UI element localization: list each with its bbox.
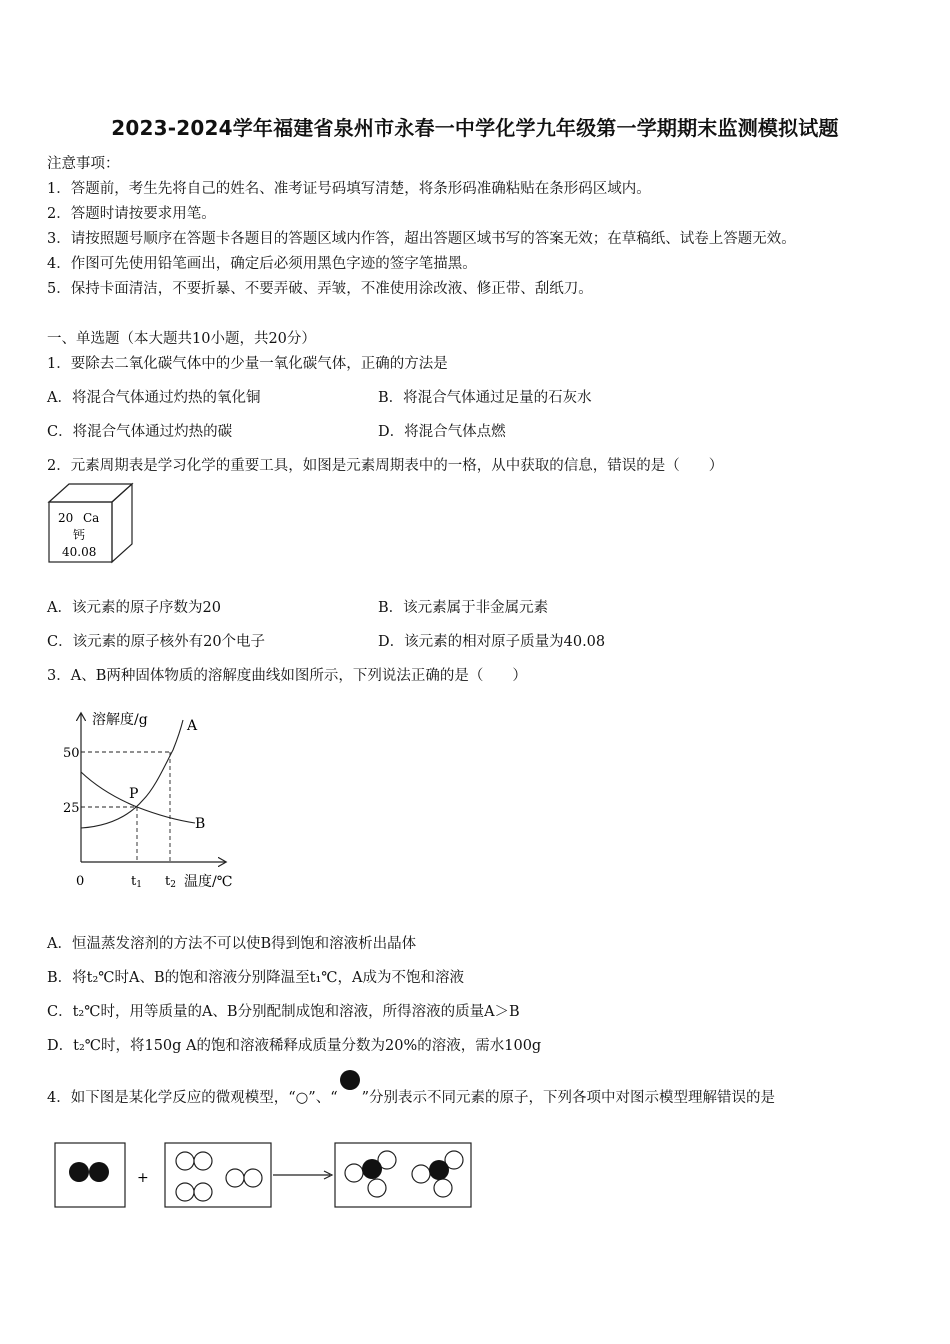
x-axis-label: 温度/℃ xyxy=(184,874,233,890)
white-atom xyxy=(194,1183,212,1201)
white-atom xyxy=(244,1169,262,1187)
notice-item: 3．请按照题号顺序在答题卡各题目的答题区域内作答，超出答题区域书写的答案无效；在草稿纸、试卷上答题无效。 xyxy=(47,231,796,247)
curve-a-label: A xyxy=(187,718,198,734)
white-atom xyxy=(434,1179,452,1197)
black-atom-icon xyxy=(340,1070,360,1090)
element-name: 钙 xyxy=(73,528,86,542)
notice-item: 2．答题时请按要求用笔。 xyxy=(47,206,216,222)
notice-item: 4．作图可先使用铅笔画出，确定后必须用黑色字迹的签字笔描黑。 xyxy=(47,256,477,272)
q3-stem: 3．A、B两种固体物质的溶解度曲线如图所示，下列说法正确的是（ ） xyxy=(47,668,527,684)
q2-stem: 2．元素周期表是学习化学的重要工具，如图是元素周期表中的一格，从中获取的信息，错误的是（ ） xyxy=(47,458,724,474)
white-atom xyxy=(226,1169,244,1187)
element-symbol: Ca xyxy=(83,511,100,525)
x-tick-t2: t2 xyxy=(165,874,176,890)
q1-option-c: C．将混合气体通过灼热的碳 xyxy=(47,424,233,440)
plus-sign: + xyxy=(137,1170,149,1186)
q4-stem-part1: 4．如下图是某化学反应的微观模型，“○”、“ xyxy=(47,1090,338,1106)
y-tick-50: 50 xyxy=(63,746,80,761)
q3-option-b: B．将t₂℃时A、B的饱和溶液分别降温至t₁℃，A成为不饱和溶液 xyxy=(47,970,464,986)
q1-option-a: A．将混合气体通过灼热的氧化铜 xyxy=(47,390,261,406)
q1-option-d: D．将混合气体点燃 xyxy=(378,424,506,440)
q3-option-a: A．恒温蒸发溶剂的方法不可以使B得到饱和溶液析出晶体 xyxy=(47,936,417,952)
black-atom xyxy=(69,1162,89,1182)
white-atom xyxy=(345,1164,363,1182)
q3-option-c: C．t₂℃时，用等质量的A、B分别配制成饱和溶液，所得溶液的质量A＞B xyxy=(47,1004,520,1020)
q3-option-d: D．t₂℃时，将150g A的饱和溶液稀释成质量分数为20%的溶液，需水100g xyxy=(47,1038,542,1054)
white-atom xyxy=(368,1179,386,1197)
black-atom xyxy=(89,1162,109,1182)
q2-option-b: B．该元素属于非金属元素 xyxy=(378,600,549,616)
page-title: 2023-2024学年福建省泉州市永春一中学化学九年级第一学期期末监测模拟试题 xyxy=(111,116,839,140)
element-number: 20 xyxy=(58,511,74,525)
element-mass: 40.08 xyxy=(62,545,97,559)
y-axis-label: 溶解度/g xyxy=(92,712,148,728)
q2-option-c: C．该元素的原子核外有20个电子 xyxy=(47,634,266,650)
origin-label: 0 xyxy=(76,874,85,889)
q1-option-b: B．将混合气体通过足量的石灰水 xyxy=(378,390,592,406)
black-atom xyxy=(362,1159,382,1179)
notice-item: 5．保持卡面清洁，不要折暴、不要弄破、弄皱，不准使用涂改液、修正带、刮纸刀。 xyxy=(47,281,593,297)
section-heading: 一、单选题（本大题共10小题，共20分） xyxy=(47,331,316,347)
notice-heading: 注意事项： xyxy=(47,156,120,172)
point-p-label: P xyxy=(129,786,139,802)
y-tick-25: 25 xyxy=(63,801,80,816)
x-tick-t1: t1 xyxy=(131,874,142,890)
white-atom xyxy=(176,1183,194,1201)
curve-b-label: B xyxy=(195,816,206,832)
white-atom xyxy=(176,1152,194,1170)
notice-item: 1．答题前，考生先将自己的姓名、准考证号码填写清楚，将条形码准确粘贴在条形码区域内。 xyxy=(47,181,651,197)
reaction-model-figure xyxy=(50,1138,480,1213)
q2-option-a: A．该元素的原子序数为20 xyxy=(47,600,221,616)
black-atom xyxy=(429,1160,449,1180)
q1-stem: 1．要除去二氧化碳气体中的少量一氧化碳气体，正确的方法是 xyxy=(47,356,448,372)
q4-stem-part2: ”分别表示不同元素的原子，下列各项中对图示模型理解错误的是 xyxy=(361,1090,776,1106)
element-cell-figure xyxy=(44,482,136,568)
white-atom xyxy=(194,1152,212,1170)
q2-option-d: D．该元素的相对原子质量为40.08 xyxy=(378,634,606,650)
q4-stem xyxy=(47,1082,775,1107)
white-atom xyxy=(412,1165,430,1183)
curve-a xyxy=(81,720,183,828)
solubility-graph xyxy=(55,700,255,895)
